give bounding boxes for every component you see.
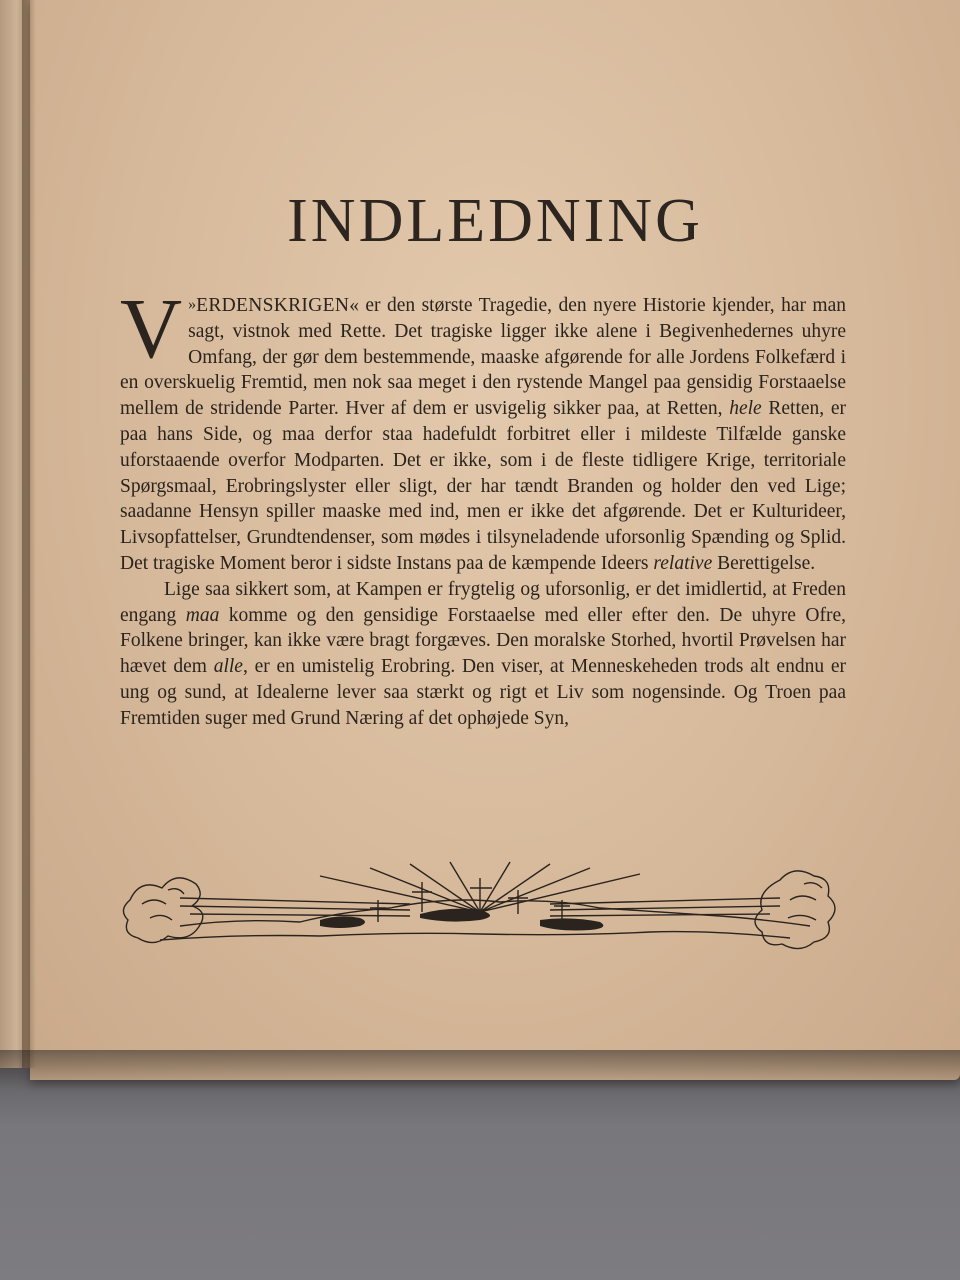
paragraph-1-text-c: Berettigelse. <box>712 552 816 574</box>
paragraph-1 <box>120 280 846 577</box>
page-bottom-shadow <box>0 1050 960 1090</box>
book-page <box>30 0 960 1080</box>
opening-quote: » <box>188 296 197 313</box>
page-title: INDLEDNING <box>287 187 703 255</box>
paragraph-2-text-c: , er en umistelig Erobring. Den viser, at Menneskeheden trods alt endnu er ung og sund, at Idealerne lever saa stærkt og rigt et Liv som nogensinde. Og Troen paa Fremtiden suger med Grund Næring af det ophøjede Syn, <box>120 656 846 729</box>
paragraph-1-emphasis-b: relative <box>653 552 713 574</box>
paragraph-2-text-b: komme og den gensidige Forstaaelse med eller efter den. De uhyre Ofre, Folkene bringer, kan ikke være bragt forgæves. Den moralske Storhed, hvortil Prøvelsen har hævet dem <box>120 604 847 678</box>
book-gutter-shadow <box>22 0 36 1068</box>
paragraph-2-text-a: Lige saa sikkert som, at Kampen er frygtelig og uforsonlig, er det imidlertid, at Freden engang <box>120 578 846 626</box>
paragraph-1-text-b: Retten, er paa hans Side, og maa derfor staa hadefuldt forbitret eller i mildeste Tilfælde ganske uforstaaende overfor Modparten. Det er ikke, som i de fleste tidligere Krige, territoriale Spørgsmaal, Erobringslyster eller sligt, der har tændt Branden og holder den ved Lige; saadanne Hensyn spiller maaske med ind, men er ikke det afgørende. Det er Kulturideer, Livsopfattelser, Grundtendenser, som mødes i tilsyneladende uforsonlig Spænding og Splid. Det tragiske Moment beror i sidste Instans paa de kæmpende Ideers <box>120 398 846 574</box>
paragraph-2 <box>120 577 846 732</box>
battlefield-crosses-vignette <box>120 860 840 950</box>
lead-word: ERDENSKRIGEN <box>196 295 350 316</box>
paragraph-2-emphasis-a: maa <box>185 604 220 626</box>
drop-cap: V <box>120 280 183 376</box>
table-surface <box>0 1060 960 1280</box>
paragraph-1-emphasis-a: hele <box>729 398 762 420</box>
paragraph-2-emphasis-b: alle <box>213 656 243 678</box>
body-text <box>120 280 847 732</box>
closing-quote: « <box>349 295 359 316</box>
paragraph-1-text-a: er den største Tragedie, den nyere Historie kjender, har man sagt, vistnok med Rette. Det tragiske ligger ikke alene i Begivenhedernes uhyre Omfang, der gør dem bestemmende, maaske afgørende for alle Jordens Folkefærd i en overskuelig Fremtid, men nok saa meget i den rystende Mangel paa gensidig Forstaaelse mellem de stridende Parter. Hver af dem er usvigelig sikker paa, at Retten, <box>120 295 846 420</box>
